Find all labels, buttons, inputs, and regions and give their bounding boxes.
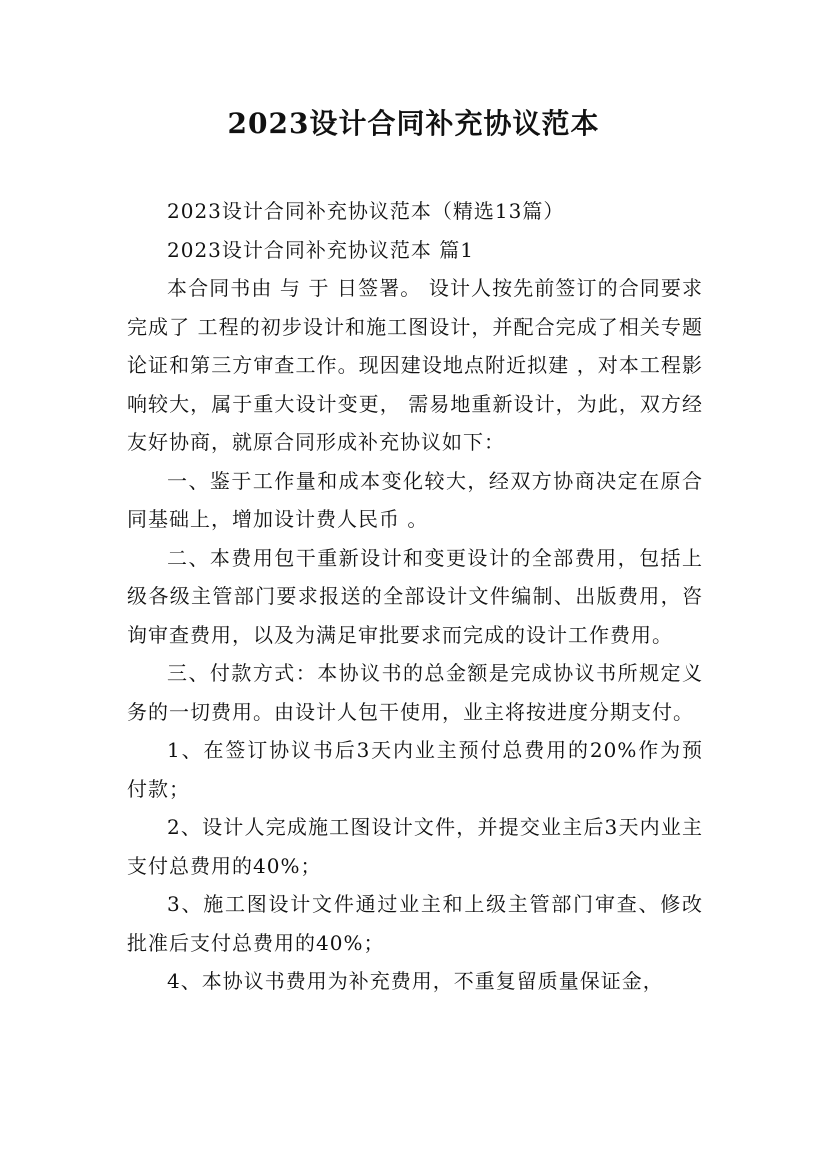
paragraph-payment-2: 2、设计人完成施工图设计文件，并提交业主后3天内业主支付总费用的40%； (127, 815, 703, 878)
paragraph-subtitle: 2023设计合同补充协议范本（精选13篇） (167, 199, 565, 223)
paragraph-clause-2: 二、本费用包干重新设计和变更设计的全部费用，包括上级各级主管部门要求报送的全部设计文件编制、出版费用，咨询审查费用，以及为满足审批要求而完成的设计工作费用。 (127, 545, 703, 647)
document-body (127, 192, 703, 1001)
paragraph-clause-3: 三、付款方式：本协议书的总金额是完成协议书所规定义务的一切费用。由设计人包干使用，业主将按进度分期支付。 (127, 661, 703, 724)
paragraph-payment-4: 4、本协议书费用为补充费用，不重复留质量保证金， (167, 969, 664, 993)
paragraph-payment-1: 1、在签订协议书后3天内业主预付总费用的20%作为预付款； (127, 738, 703, 801)
paragraph-section-heading: 2023设计合同补充协议范本 篇1 (167, 237, 474, 262)
paragraph-intro: 本合同书由 与 于 日签署。 设计人按先前签订的合同要求完成了 工程的初步设计和施工图设计，并配合完成了相关专题论证和第三方审查工作。现因建设地点附近拟建 ，对本工程影响较大，属于重大设计变更， 需易地重新设计，为此，双方经友好协商，就原合同形成补充协议如下： (127, 276, 703, 454)
paragraph-payment-3: 3、施工图设计文件通过业主和上级主管部门审查、修改批准后支付总费用的40%； (127, 892, 703, 955)
paragraph-clause-1: 一、鉴于工作量和成本变化较大，经双方协商决定在原合同基础上，增加设计费人民币 。 (127, 468, 703, 531)
document-title: 2023设计合同补充协议范本 (227, 107, 600, 140)
